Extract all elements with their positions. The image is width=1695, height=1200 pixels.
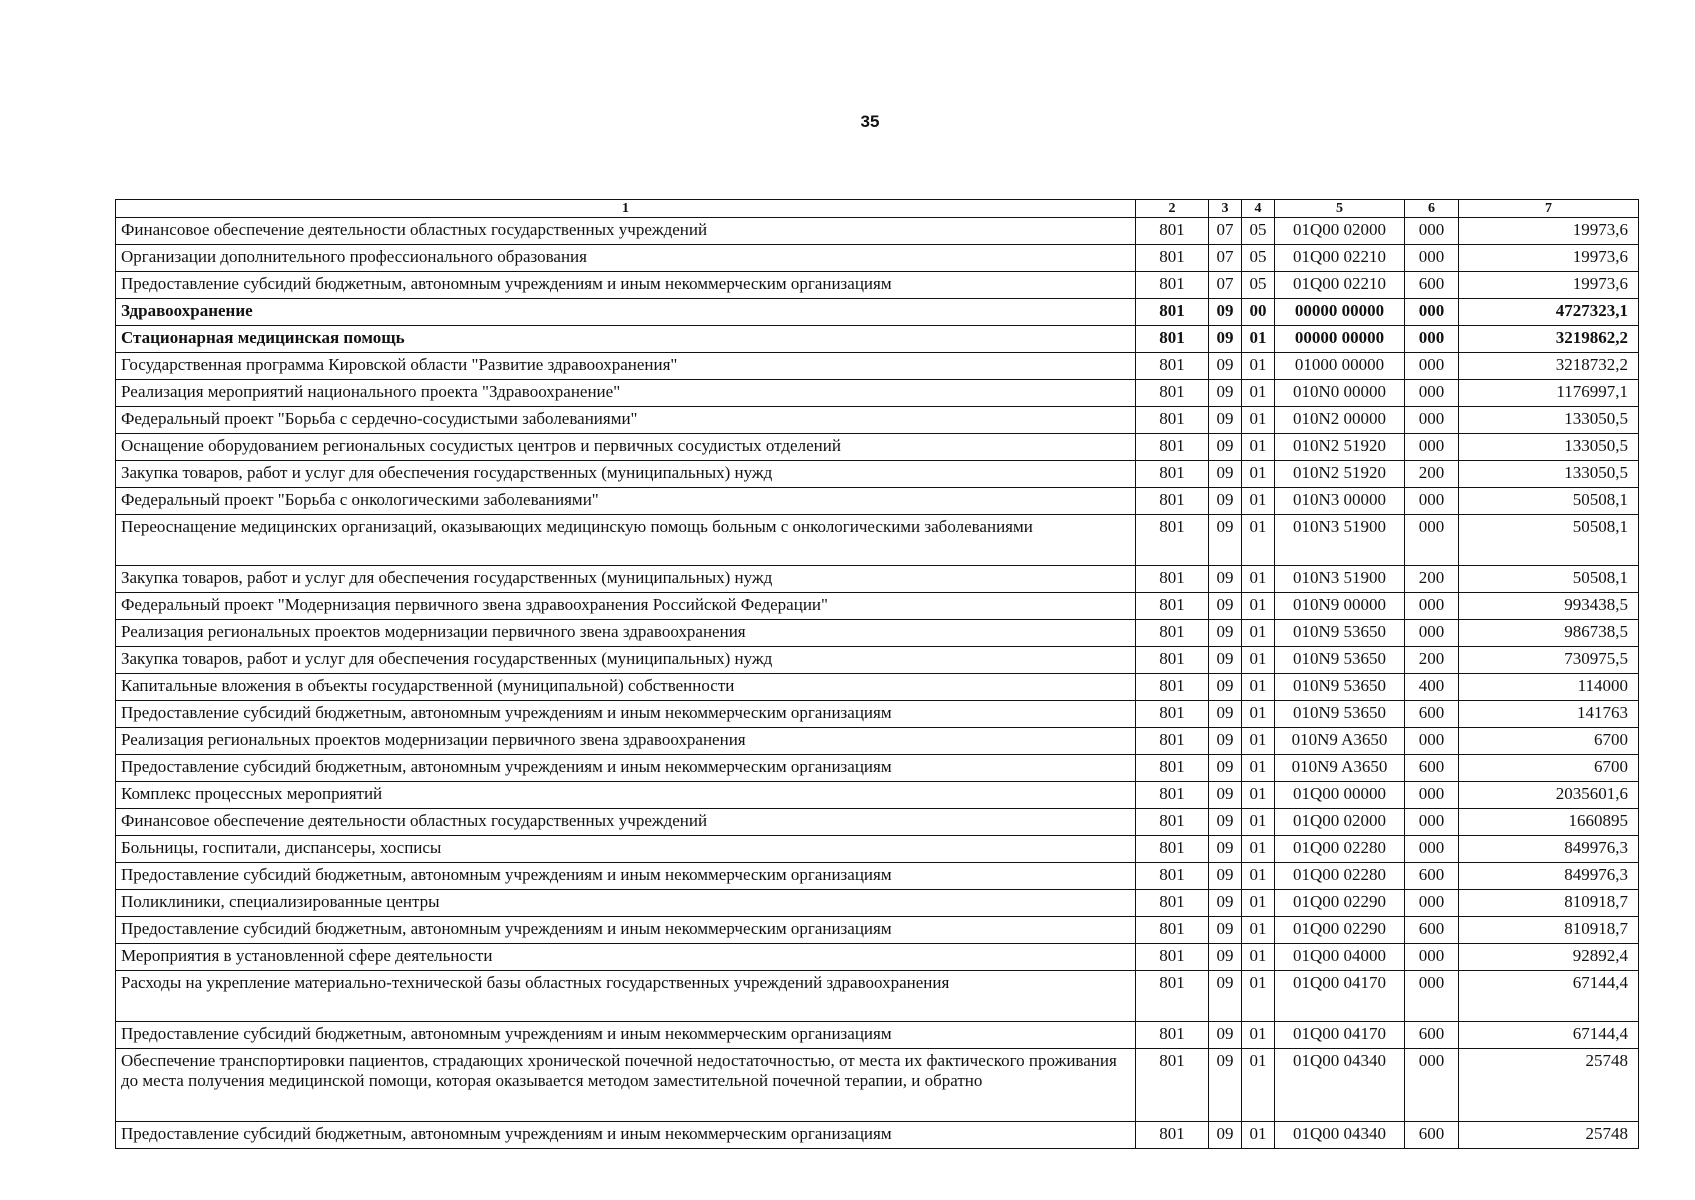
expense-type-cell: 000 [1405,299,1459,326]
amount-cell: 1176997,1 [1459,380,1639,407]
table-row [116,515,1639,566]
target-article-cell: 01Q00 02000 [1275,218,1405,245]
amount-cell: 25748 [1459,1122,1639,1149]
table-row [116,272,1639,299]
subsection-code-cell: 01 [1242,407,1275,434]
table-row [116,593,1639,620]
expense-type-cell: 000 [1405,971,1459,1022]
section-code-cell: 09 [1209,299,1242,326]
section-code-cell: 09 [1209,728,1242,755]
target-article-cell: 00000 00000 [1275,326,1405,353]
item-name-cell: Расходы на укрепление материально-технической базы областных государственных учреждений здравоохранения [116,971,1136,1022]
subsection-code-cell: 00 [1242,299,1275,326]
expense-type-cell: 600 [1405,755,1459,782]
ministry-code-cell: 801 [1136,836,1209,863]
target-article-cell: 01Q00 02280 [1275,863,1405,890]
expense-type-cell: 600 [1405,1022,1459,1049]
item-name-cell: Федеральный проект "Борьба с онкологическими заболеваниями" [116,488,1136,515]
column-header-7: 7 [1459,200,1639,218]
table-row [116,218,1639,245]
ministry-code-cell: 801 [1136,971,1209,1022]
target-article-cell: 010N2 51920 [1275,434,1405,461]
subsection-code-cell: 01 [1242,674,1275,701]
item-name-cell: Финансовое обеспечение деятельности областных государственных учреждений [116,218,1136,245]
section-code-cell: 09 [1209,488,1242,515]
subsection-code-cell: 01 [1242,863,1275,890]
target-article-cell: 01Q00 02280 [1275,836,1405,863]
target-article-cell: 01Q00 04340 [1275,1049,1405,1122]
section-code-cell: 09 [1209,755,1242,782]
amount-cell: 92892,4 [1459,944,1639,971]
amount-cell: 133050,5 [1459,461,1639,488]
subsection-code-cell: 01 [1242,1122,1275,1149]
target-article-cell: 010N2 51920 [1275,461,1405,488]
target-article-cell: 010N9 53650 [1275,674,1405,701]
item-name-cell: Мероприятия в установленной сфере деятельности [116,944,1136,971]
table-row [116,863,1639,890]
item-name-cell: Стационарная медицинская помощь [116,326,1136,353]
item-name-cell: Здравоохранение [116,299,1136,326]
expense-type-cell: 000 [1405,836,1459,863]
budget-table-wrapper [115,199,1639,1149]
table-row [116,782,1639,809]
item-name-cell: Предоставление субсидий бюджетным, автономным учреждениям и иным некоммерческим организациям [116,863,1136,890]
expense-type-cell: 000 [1405,782,1459,809]
column-header-4: 4 [1242,200,1275,218]
item-name-cell: Финансовое обеспечение деятельности областных государственных учреждений [116,809,1136,836]
subsection-code-cell: 01 [1242,755,1275,782]
amount-cell: 810918,7 [1459,917,1639,944]
amount-cell: 1660895 [1459,809,1639,836]
table-row [116,1122,1639,1149]
column-header-2: 2 [1136,200,1209,218]
table-row [116,647,1639,674]
ministry-code-cell: 801 [1136,299,1209,326]
subsection-code-cell: 01 [1242,326,1275,353]
ministry-code-cell: 801 [1136,1049,1209,1122]
expense-type-cell: 200 [1405,647,1459,674]
amount-cell: 810918,7 [1459,890,1639,917]
target-article-cell: 010N9 A3650 [1275,728,1405,755]
ministry-code-cell: 801 [1136,917,1209,944]
subsection-code-cell: 01 [1242,593,1275,620]
target-article-cell: 010N9 00000 [1275,593,1405,620]
section-code-cell: 09 [1209,836,1242,863]
target-article-cell: 01Q00 02000 [1275,809,1405,836]
ministry-code-cell: 801 [1136,434,1209,461]
subsection-code-cell: 01 [1242,620,1275,647]
item-name-cell: Закупка товаров, работ и услуг для обеспечения государственных (муниципальных) нужд [116,647,1136,674]
item-name-cell: Капитальные вложения в объекты государственной (муниципальной) собственности [116,674,1136,701]
item-name-cell: Реализация мероприятий национального проекта "Здравоохранение" [116,380,1136,407]
amount-cell: 730975,5 [1459,647,1639,674]
target-article-cell: 010N0 00000 [1275,380,1405,407]
ministry-code-cell: 801 [1136,326,1209,353]
target-article-cell: 01Q00 04170 [1275,971,1405,1022]
amount-cell: 6700 [1459,755,1639,782]
subsection-code-cell: 01 [1242,890,1275,917]
target-article-cell: 01Q00 00000 [1275,782,1405,809]
expense-type-cell: 000 [1405,515,1459,566]
subsection-code-cell: 01 [1242,809,1275,836]
subsection-code-cell: 01 [1242,782,1275,809]
table-row [116,755,1639,782]
subsection-code-cell: 01 [1242,944,1275,971]
table-row [116,380,1639,407]
expense-type-cell: 000 [1405,890,1459,917]
amount-cell: 19973,6 [1459,218,1639,245]
amount-cell: 993438,5 [1459,593,1639,620]
subsection-code-cell: 01 [1242,1049,1275,1122]
amount-cell: 50508,1 [1459,515,1639,566]
section-code-cell: 09 [1209,647,1242,674]
target-article-cell: 01000 00000 [1275,353,1405,380]
item-name-cell: Переоснащение медицинских организаций, оказывающих медицинскую помощь больным с онкологическими заболеваниями [116,515,1136,566]
section-code-cell: 07 [1209,245,1242,272]
column-header-1: 1 [116,200,1136,218]
expense-type-cell: 400 [1405,674,1459,701]
target-article-cell: 010N9 A3650 [1275,755,1405,782]
section-code-cell: 07 [1209,218,1242,245]
ministry-code-cell: 801 [1136,461,1209,488]
expense-type-cell: 000 [1405,353,1459,380]
subsection-code-cell: 05 [1242,218,1275,245]
amount-cell: 114000 [1459,674,1639,701]
amount-cell: 19973,6 [1459,245,1639,272]
ministry-code-cell: 801 [1136,593,1209,620]
section-code-cell: 09 [1209,353,1242,380]
section-code-cell: 09 [1209,326,1242,353]
table-row [116,809,1639,836]
table-row [116,407,1639,434]
table-row [116,488,1639,515]
expense-type-cell: 600 [1405,1122,1459,1149]
item-name-cell: Государственная программа Кировской области "Развитие здравоохранения" [116,353,1136,380]
amount-cell: 986738,5 [1459,620,1639,647]
target-article-cell: 010N3 00000 [1275,488,1405,515]
section-code-cell: 09 [1209,917,1242,944]
column-header-3: 3 [1209,200,1242,218]
ministry-code-cell: 801 [1136,245,1209,272]
item-name-cell: Организации дополнительного профессионального образования [116,245,1136,272]
section-code-cell: 09 [1209,566,1242,593]
table-row [116,245,1639,272]
table-row [116,620,1639,647]
expense-type-cell: 000 [1405,944,1459,971]
target-article-cell: 010N2 00000 [1275,407,1405,434]
expense-type-cell: 000 [1405,380,1459,407]
table-row [116,917,1639,944]
ministry-code-cell: 801 [1136,809,1209,836]
section-code-cell: 09 [1209,407,1242,434]
section-code-cell: 09 [1209,944,1242,971]
table-row [116,674,1639,701]
table-row [116,461,1639,488]
table-row [116,701,1639,728]
section-code-cell: 09 [1209,461,1242,488]
expense-type-cell: 200 [1405,566,1459,593]
amount-cell: 19973,6 [1459,272,1639,299]
expense-type-cell: 000 [1405,620,1459,647]
expense-type-cell: 000 [1405,728,1459,755]
ministry-code-cell: 801 [1136,890,1209,917]
page-number: 35 [860,112,880,131]
section-code-cell: 09 [1209,380,1242,407]
amount-cell: 2035601,6 [1459,782,1639,809]
ministry-code-cell: 801 [1136,380,1209,407]
table-row [116,1049,1639,1122]
amount-cell: 849976,3 [1459,836,1639,863]
subsection-code-cell: 01 [1242,1022,1275,1049]
expense-type-cell: 600 [1405,701,1459,728]
expense-type-cell: 600 [1405,272,1459,299]
subsection-code-cell: 01 [1242,380,1275,407]
target-article-cell: 010N9 53650 [1275,620,1405,647]
item-name-cell: Предоставление субсидий бюджетным, автономным учреждениям и иным некоммерческим организациям [116,1122,1136,1149]
column-header-5: 5 [1275,200,1405,218]
target-article-cell: 010N3 51900 [1275,566,1405,593]
section-code-cell: 09 [1209,674,1242,701]
expense-type-cell: 000 [1405,326,1459,353]
item-name-cell: Закупка товаров, работ и услуг для обеспечения государственных (муниципальных) нужд [116,461,1136,488]
section-code-cell: 09 [1209,863,1242,890]
target-article-cell: 01Q00 02290 [1275,890,1405,917]
target-article-cell: 01Q00 02210 [1275,272,1405,299]
item-name-cell: Комплекс процессных мероприятий [116,782,1136,809]
subsection-code-cell: 01 [1242,461,1275,488]
item-name-cell: Предоставление субсидий бюджетным, автономным учреждениям и иным некоммерческим организациям [116,755,1136,782]
expense-type-cell: 000 [1405,245,1459,272]
target-article-cell: 01Q00 02210 [1275,245,1405,272]
budget-table [115,199,1639,1149]
item-name-cell: Федеральный проект "Модернизация первичного звена здравоохранения Российской Федерации" [116,593,1136,620]
subsection-code-cell: 01 [1242,647,1275,674]
section-code-cell: 09 [1209,809,1242,836]
ministry-code-cell: 801 [1136,407,1209,434]
item-name-cell: Федеральный проект "Борьба с сердечно-сосудистыми заболеваниями" [116,407,1136,434]
amount-cell: 50508,1 [1459,488,1639,515]
amount-cell: 141763 [1459,701,1639,728]
expense-type-cell: 000 [1405,407,1459,434]
table-row [116,299,1639,326]
table-row [116,728,1639,755]
amount-cell: 133050,5 [1459,434,1639,461]
item-name-cell: Предоставление субсидий бюджетным, автономным учреждениям и иным некоммерческим организациям [116,272,1136,299]
ministry-code-cell: 801 [1136,674,1209,701]
item-name-cell: Реализация региональных проектов модернизации первичного звена здравоохранения [116,620,1136,647]
ministry-code-cell: 801 [1136,944,1209,971]
section-code-cell: 09 [1209,782,1242,809]
ministry-code-cell: 801 [1136,1122,1209,1149]
ministry-code-cell: 801 [1136,566,1209,593]
subsection-code-cell: 01 [1242,515,1275,566]
subsection-code-cell: 01 [1242,434,1275,461]
expense-type-cell: 600 [1405,863,1459,890]
header-row [116,200,1639,218]
table-row [116,1022,1639,1049]
item-name-cell: Предоставление субсидий бюджетным, автономным учреждениям и иным некоммерческим организациям [116,701,1136,728]
table-row [116,971,1639,1022]
column-header-6: 6 [1405,200,1459,218]
subsection-code-cell: 01 [1242,728,1275,755]
item-name-cell: Предоставление субсидий бюджетным, автономным учреждениям и иным некоммерческим организациям [116,1022,1136,1049]
ministry-code-cell: 801 [1136,863,1209,890]
subsection-code-cell: 01 [1242,971,1275,1022]
target-article-cell: 01Q00 04340 [1275,1122,1405,1149]
table-row [116,353,1639,380]
ministry-code-cell: 801 [1136,353,1209,380]
expense-type-cell: 000 [1405,434,1459,461]
target-article-cell: 010N9 53650 [1275,701,1405,728]
expense-type-cell: 000 [1405,593,1459,620]
item-name-cell: Реализация региональных проектов модернизации первичного звена здравоохранения [116,728,1136,755]
ministry-code-cell: 801 [1136,272,1209,299]
expense-type-cell: 000 [1405,218,1459,245]
ministry-code-cell: 801 [1136,218,1209,245]
section-code-cell: 07 [1209,272,1242,299]
amount-cell: 133050,5 [1459,407,1639,434]
ministry-code-cell: 801 [1136,1022,1209,1049]
subsection-code-cell: 01 [1242,488,1275,515]
table-row [116,890,1639,917]
section-code-cell: 09 [1209,890,1242,917]
section-code-cell: 09 [1209,434,1242,461]
item-name-cell: Закупка товаров, работ и услуг для обеспечения государственных (муниципальных) нужд [116,566,1136,593]
amount-cell: 3219862,2 [1459,326,1639,353]
table-row [116,326,1639,353]
expense-type-cell: 000 [1405,1049,1459,1122]
section-code-cell: 09 [1209,515,1242,566]
amount-cell: 50508,1 [1459,566,1639,593]
item-name-cell: Обеспечение транспортировки пациентов, страдающих хронической почечной недостаточностью, от места их фактического проживания до места получения медицинской помощи, которая оказывается методом заместительной почечной терапии, и обратно [116,1049,1136,1122]
target-article-cell: 010N9 53650 [1275,647,1405,674]
section-code-cell: 09 [1209,1122,1242,1149]
subsection-code-cell: 01 [1242,566,1275,593]
subsection-code-cell: 05 [1242,272,1275,299]
expense-type-cell: 200 [1405,461,1459,488]
subsection-code-cell: 01 [1242,836,1275,863]
target-article-cell: 010N3 51900 [1275,515,1405,566]
target-article-cell: 01Q00 04170 [1275,1022,1405,1049]
ministry-code-cell: 801 [1136,647,1209,674]
section-code-cell: 09 [1209,1049,1242,1122]
ministry-code-cell: 801 [1136,728,1209,755]
amount-cell: 3218732,2 [1459,353,1639,380]
table-row [116,566,1639,593]
subsection-code-cell: 05 [1242,245,1275,272]
subsection-code-cell: 01 [1242,353,1275,380]
ministry-code-cell: 801 [1136,701,1209,728]
expense-type-cell: 600 [1405,917,1459,944]
ministry-code-cell: 801 [1136,488,1209,515]
amount-cell: 849976,3 [1459,863,1639,890]
subsection-code-cell: 01 [1242,917,1275,944]
table-row [116,944,1639,971]
table-row [116,434,1639,461]
section-code-cell: 09 [1209,971,1242,1022]
ministry-code-cell: 801 [1136,515,1209,566]
expense-type-cell: 000 [1405,488,1459,515]
item-name-cell: Больницы, госпитали, диспансеры, хосписы [116,836,1136,863]
amount-cell: 67144,4 [1459,1022,1639,1049]
subsection-code-cell: 01 [1242,701,1275,728]
ministry-code-cell: 801 [1136,782,1209,809]
item-name-cell: Предоставление субсидий бюджетным, автономным учреждениям и иным некоммерческим организациям [116,917,1136,944]
section-code-cell: 09 [1209,1022,1242,1049]
item-name-cell: Поликлиники, специализированные центры [116,890,1136,917]
amount-cell: 4727323,1 [1459,299,1639,326]
item-name-cell: Оснащение оборудованием региональных сосудистых центров и первичных сосудистых отделений [116,434,1136,461]
expense-type-cell: 000 [1405,809,1459,836]
table-row [116,836,1639,863]
section-code-cell: 09 [1209,620,1242,647]
target-article-cell: 00000 00000 [1275,299,1405,326]
ministry-code-cell: 801 [1136,755,1209,782]
amount-cell: 67144,4 [1459,971,1639,1022]
section-code-cell: 09 [1209,701,1242,728]
target-article-cell: 01Q00 04000 [1275,944,1405,971]
target-article-cell: 01Q00 02290 [1275,917,1405,944]
ministry-code-cell: 801 [1136,620,1209,647]
amount-cell: 25748 [1459,1049,1639,1122]
section-code-cell: 09 [1209,593,1242,620]
amount-cell: 6700 [1459,728,1639,755]
